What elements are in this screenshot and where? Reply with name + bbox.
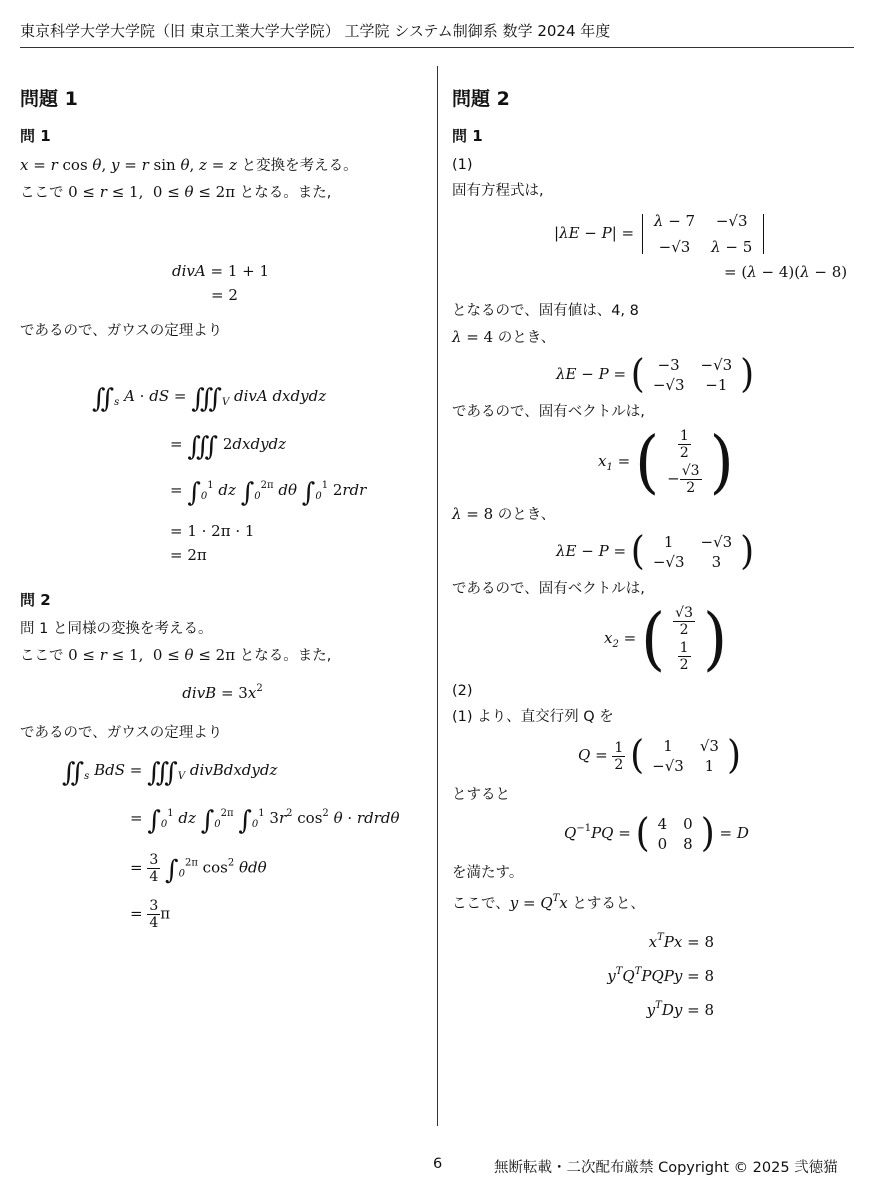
q2-line2: ここで 0 ≤ r ≤ 1, 0 ≤ θ ≤ 2π となる。また, [20, 646, 332, 664]
copyright: 無断転載・二次配布厳禁 Copyright © 2025 弐徳猫 [494, 1160, 838, 1176]
q1-line2: ここで 0 ≤ r ≤ 1, 0 ≤ θ ≤ 2π となる。また, [20, 183, 332, 201]
matrix-lambda8: λE − P = ( 1 −√3 −√3 3 ) [556, 528, 755, 574]
div-b-equation: divB = $3x^2$ [182, 683, 263, 702]
problem-1-title: 問題 1 [20, 88, 78, 110]
q1-line1: x = r cos θ, y = r sin θ, z = z と変換を考える。 [20, 156, 358, 174]
eigvec-text-2: であるので、固有ベクトルは, [452, 581, 645, 597]
eigvals-text: となるので、固有値は、4, 8 [452, 303, 639, 319]
left-column [20, 84, 425, 946]
lambda8-text: λ = 8 のとき、 [452, 505, 556, 523]
div-a-equation: divA = 1 + 1 = 2 [172, 262, 270, 304]
page-number: 6 [433, 1156, 443, 1172]
matrix-lambda4: λE − P = ( −3 −√3 −√3 −1 ) [556, 351, 755, 397]
q1-label: 問 1 [20, 127, 51, 145]
eigenvector-x2: $x_2$ = ( $\frac{√3}{2}$ $\frac{1}{2}$ ) [604, 598, 728, 679]
q2-line1: 問 1 と同様の変換を考える。 [20, 621, 213, 637]
suru-text: とすると [452, 787, 510, 803]
eigvec-text-1: であるので、固有ベクトルは, [452, 404, 645, 420]
problem-2-title: 問題 2 [452, 88, 510, 110]
q1-gauss-text: であるので、ガウスの定理より [20, 323, 223, 339]
q1-gauss-derivation: $∬_s$ A · dS = $∭_V$ divA dxdydz = ∭ 2dxdydz = $\int_0^1$ dz $\int_0^{2\pi}$ dθ $\int_0^1$ 2rdr = 1 · 2π · 1 = 2π [92, 384, 367, 564]
right-column [452, 84, 862, 1025]
char-eq-text: 固有方程式は, [452, 183, 544, 199]
matrix-q: Q = $\frac{1}{2}$ ( 1 √3 −√3 1 ) [578, 732, 741, 778]
part-1-label: (1) [452, 157, 473, 173]
ortho-text: (1) より、直交行列 Q を [452, 709, 614, 725]
column-divider [437, 66, 438, 1126]
eigenvector-x1: $x_1$ = ( $\frac{1}{2}$ − $\frac{√3}{2}$ ) [598, 421, 734, 502]
lambda4-text: λ = 4 のとき、 [452, 328, 556, 346]
satisfies-text: を満たす。 [452, 865, 524, 881]
quadratic-forms: $x^TPx = 8$ $y^TQ^TPQPy = 8$ $y^TDy = 8$ [607, 932, 714, 1019]
q2-gauss-derivation: $∬_s$ BdS = $∭_V$ divBdxdydz = $\int_0^1$ dz $\int_0^{2\pi}$ $\int_0^1$ $3r^2$ $\cos^2 \theta$ · rdrdθ = $\frac{3}{4}$ $\int_0^{2\pi}$ $\cos^2 \theta d\theta$ = $\frac{3}{4}$ π [62, 758, 400, 931]
part-2-label: (2) [452, 683, 473, 699]
diagonalization: $Q^{-1}PQ$ = ( 4 0 0 8 ) = D [564, 810, 749, 856]
here-text: ここで、$y = Q^Tx$ とすると、 [452, 893, 645, 912]
page-header: 東京科学大学大学院（旧 東京工業大学大学院） 工学院 システム制御系 数学 2024 年度 [20, 20, 854, 48]
p2-q1-label: 問 1 [452, 127, 483, 145]
q2-gauss-text: であるので、ガウスの定理より [20, 725, 223, 741]
char-determinant: |λE − P| = λ − 7 −√3 −√3 λ − 5 = (λ − 4)(λ − 8) [554, 212, 848, 281]
q2-label: 問 2 [20, 591, 51, 609]
